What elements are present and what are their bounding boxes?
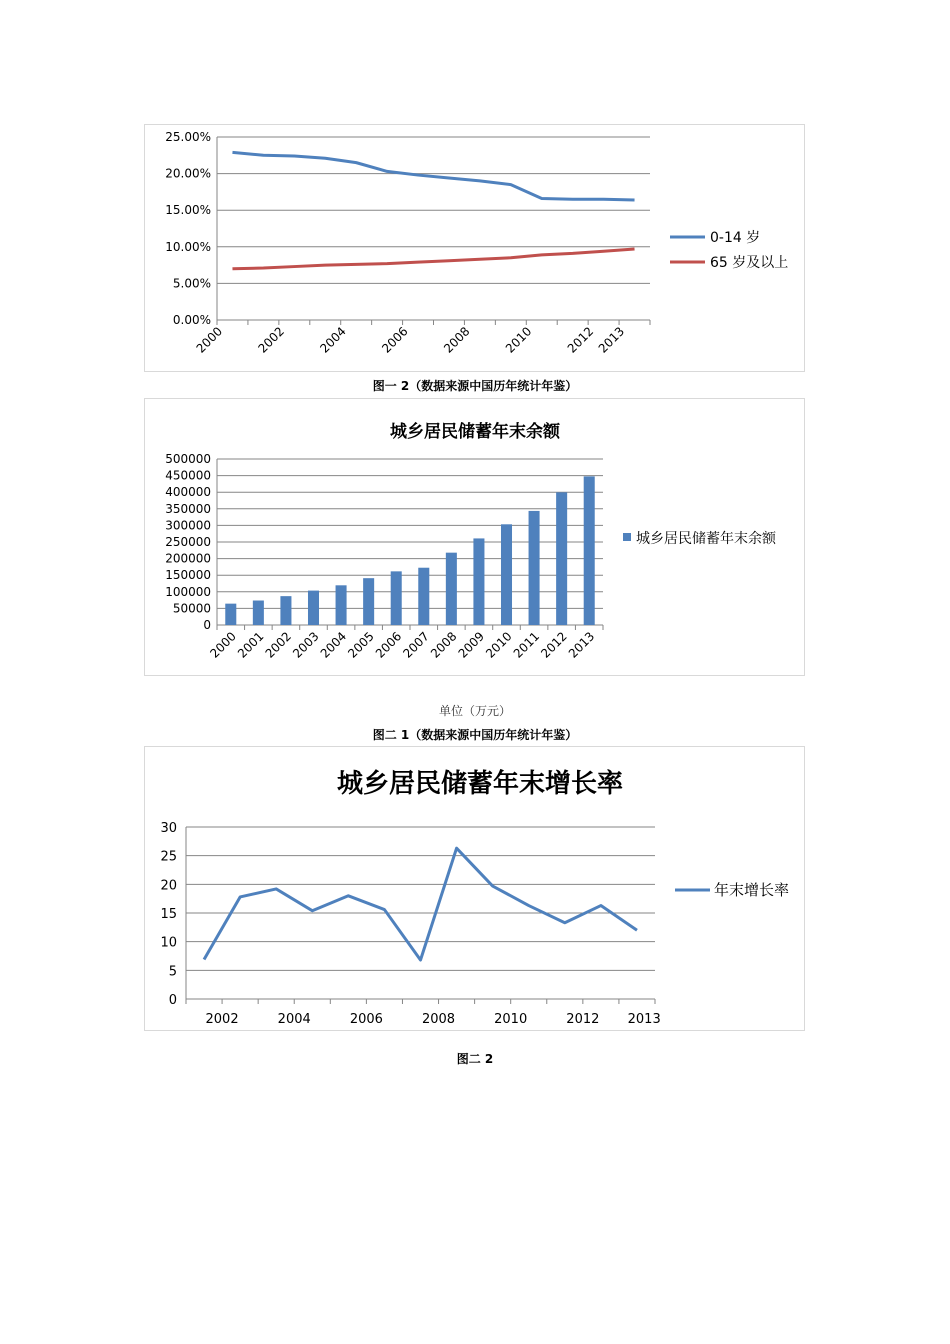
figure-caption-3: 图二 2 [456,1052,494,1066]
bar [529,511,540,625]
y-tick-label: 500000 [165,452,211,466]
chart-savings-growth [144,746,805,1031]
y-tick-label: 10 [160,935,177,951]
y-tick-label: 25 [160,849,177,865]
y-tick-label: 20 [160,878,177,894]
bar [446,553,457,625]
savings-growth-line-chart [145,747,806,1032]
figure-caption-1: 图一 2（数据来源中国历年统计年鉴） [372,379,578,393]
x-tick-label: 2000 [193,324,226,356]
x-tick-label: 2013 [595,324,628,356]
x-tick-label: 2006 [372,629,405,661]
y-tick-label: 100000 [165,584,211,599]
y-tick-label: 0 [203,618,211,632]
x-tick-label: 2012 [538,629,570,661]
y-tick-label: 300000 [165,518,211,533]
x-tick-label: 2010 [483,629,515,661]
y-tick-label: 50000 [172,601,211,616]
x-tick-label: 2010 [494,1012,528,1027]
x-tick-label: 2008 [427,629,460,661]
x-tick-label: 2013 [565,629,598,661]
x-tick-label: 2007 [400,629,432,661]
x-tick-label: 2008 [421,1012,456,1027]
y-tick-label: 20.00% [165,166,211,181]
savings-balance-bar-chart [145,399,806,677]
bar [308,591,319,625]
bar [363,578,374,625]
y-tick-label: 5 [168,964,177,980]
x-tick-label: 2004 [277,1012,311,1027]
x-tick-label: 2012 [564,324,597,356]
x-tick-label: 2004 [317,629,350,661]
y-tick-label: 15.00% [165,203,211,218]
bar [584,476,595,625]
y-tick-label: 0 [168,993,177,1008]
bar [225,604,236,625]
y-tick-label: 250000 [165,535,211,549]
y-tick-label: 450000 [165,468,211,483]
x-tick-label: 2013 [627,1012,661,1027]
series-line [204,848,637,960]
legend-label: 65 岁及以上 [710,255,789,271]
series-line-1 [232,152,634,200]
y-tick-label: 200000 [165,551,211,566]
x-tick-label: 2012 [566,1012,600,1027]
age-structure-line-chart [145,125,806,373]
y-tick-label: 30 [160,821,177,836]
legend-label: 年末增长率 [714,881,790,899]
x-tick-label: 2005 [345,629,377,661]
bar [473,538,484,625]
chart-savings-balance [144,398,805,676]
y-tick-label: 5.00% [172,276,211,291]
bar [253,601,264,625]
x-tick-label: 2001 [234,629,267,661]
y-tick-label: 15 [160,907,177,922]
x-tick-label: 2011 [510,629,543,661]
chart-title: 城乡居民储蓄年末增长率 [336,769,624,799]
bar [336,585,347,625]
x-tick-label: 2009 [455,629,488,661]
x-tick-label: 2002 [262,629,295,661]
x-tick-label: 2010 [502,324,535,356]
legend-label: 城乡居民储蓄年末余额 [636,531,776,547]
legend-label: 0-14 岁 [710,230,761,246]
y-tick-label: 350000 [165,501,211,516]
y-tick-label: 10.00% [165,239,211,254]
x-tick-label: 2002 [255,324,287,356]
legend-swatch [623,533,631,541]
x-tick-label: 2006 [349,1012,383,1027]
y-tick-label: 150000 [165,568,211,583]
y-tick-label: 0.00% [172,313,211,327]
x-tick-label: 2002 [205,1012,239,1027]
chart-age-structure [144,124,805,372]
bar [556,492,567,625]
bar [501,524,512,625]
bar [280,596,291,625]
y-tick-label: 25.00% [165,130,211,144]
x-tick-label: 2008 [441,324,473,356]
y-tick-label: 400000 [165,485,211,500]
x-tick-label: 2006 [379,324,411,356]
unit-caption: 单位（万元） [438,704,511,718]
x-tick-label: 2000 [207,629,239,661]
series-line-2 [232,249,634,269]
figure-caption-2: 图二 1（数据来源中国历年统计年鉴） [372,728,578,742]
x-tick-label: 2004 [317,324,349,356]
bar [391,571,402,625]
x-tick-label: 2003 [290,629,322,661]
bar [418,568,429,625]
chart-title: 城乡居民储蓄年末余额 [390,422,560,442]
